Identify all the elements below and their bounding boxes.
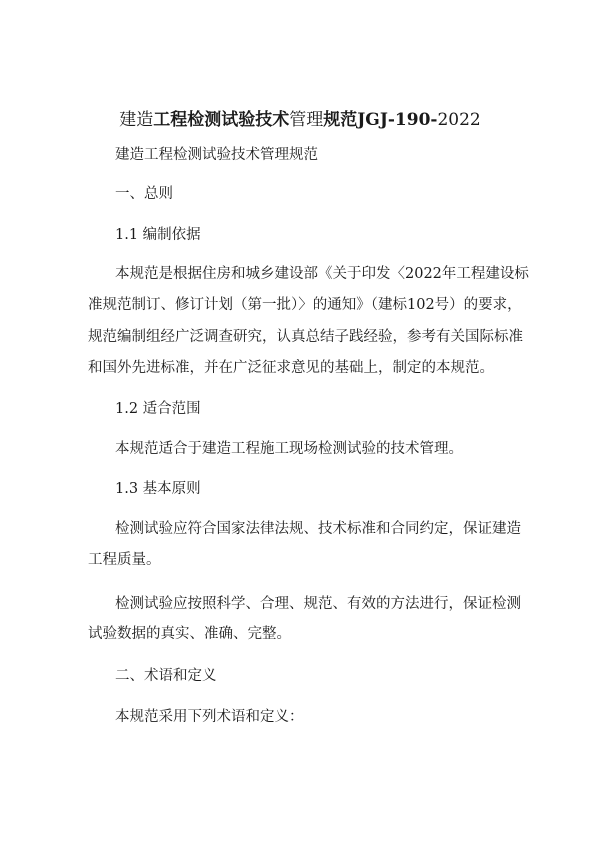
subtitle: 建造工程检测试验技术管理规范: [115, 147, 318, 163]
section-1-3-heading: 1.3 基本原则: [115, 481, 201, 497]
section-1-1-line-2: 准规范制订、修订计划（第一批）〉的通知》（建标102号）的要求，: [88, 297, 522, 313]
section-1-1-heading: 1.1 编制依据: [115, 227, 201, 243]
title-part-5: 2022: [437, 110, 481, 130]
terms-heading: 二、术语和定义: [115, 668, 217, 684]
section-1-3-p2-line-1: 检测试验应按照科学、合理、规范、有效的方法进行，保证检测: [115, 596, 521, 612]
section-1-1-line-3: 规范编制组经广泛调查研究，认真总结子践经验，参考有关国际标准: [88, 329, 523, 345]
title-part-3: 管理: [289, 110, 324, 130]
section-1-3-p1-line-2: 工程质量。: [88, 552, 161, 568]
title-part-1: 建造: [119, 110, 154, 130]
section-1-1-line-4: 和国外先进标准，并在广泛征求意见的基础上，制定的本规范。: [88, 360, 494, 376]
document-title: [0, 108, 600, 132]
section-1-2-text: 本规范适合于建造工程施工现场检测试验的技术管理。: [115, 441, 463, 457]
terms-text: 本规范采用下列术语和定义：: [115, 709, 304, 725]
title-part-2: 工程检测试验技术: [153, 110, 290, 130]
section-1-3-p1-line-1: 检测试验应符合国家法律法规、技术标准和合同约定，保证建造: [115, 521, 521, 537]
section-1-3-p2-line-2: 试验数据的真实、准确、完整。: [88, 626, 291, 642]
section-1-1-line-1: 本规范是根据住房和城乡建设部《关于印发〈2022年工程建设标: [115, 266, 529, 282]
title-part-4: 规范JGJ-190-: [323, 110, 438, 130]
section-1-2-heading: 1.2 适合范围: [115, 401, 201, 417]
general-heading: 一、总则: [115, 186, 173, 202]
